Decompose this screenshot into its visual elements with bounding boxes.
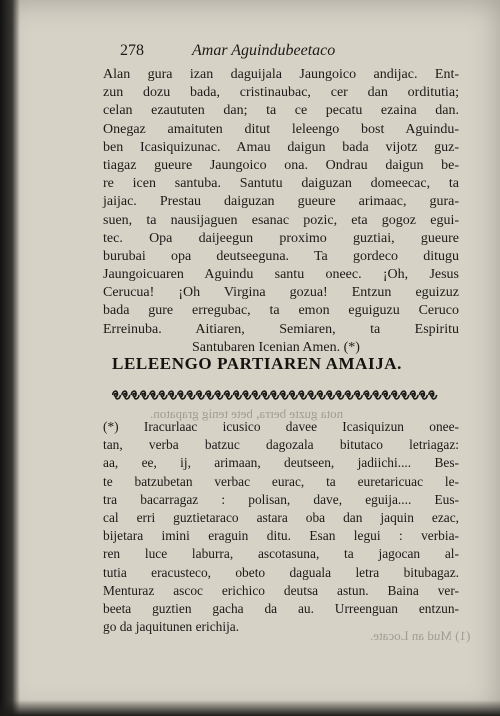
ornament-fleuron	[308, 391, 316, 399]
body-line: re icen santuba. Santutu daiguzan domeecac, ta	[103, 176, 459, 192]
body-line: jaijac. Prestau daiguzan gueure arimaac, gura-	[103, 194, 459, 210]
footnote-line: beeta guztien gacha da au. Urreenguan entzun-	[103, 600, 459, 616]
ornament-fleuron	[122, 391, 130, 399]
ornament-fleuron	[336, 391, 344, 399]
ornament-fleuron	[243, 391, 251, 399]
ornament-fleuron	[150, 391, 158, 399]
ornament-fleuron	[299, 391, 307, 399]
ornament-fleuron	[429, 391, 437, 399]
ornament-fleuron	[113, 391, 121, 399]
ornament-fleuron	[215, 391, 223, 399]
ornament-fleuron	[364, 391, 372, 399]
body-line: burubai opa deutseeguna. Ta gordeco ditugu	[103, 248, 459, 264]
ornament-fleuron	[317, 391, 325, 399]
ornament-fleuron	[419, 391, 427, 399]
body-text	[103, 66, 459, 357]
ornament-fleuron	[233, 391, 241, 399]
ornament-fleuron	[187, 391, 195, 399]
footnote-line: (*) Iracurlaac icusico davee Icasiquizun onee-	[103, 419, 459, 434]
ornament-fleuron	[289, 391, 297, 399]
running-head	[120, 42, 460, 64]
show-through-text-top: nota guzte berra, bete tenig grapaton.	[150, 406, 344, 421]
body-line: Jaungoicuaren Aguindu santu oneec. ¡Oh, Jesus	[103, 267, 459, 283]
body-line: Cerucua! ¡Oh Virgina gozua! Entzun eguizuz	[103, 285, 459, 301]
footnote-line: te batzubetan verbac eurac, ta euretaricuac le-	[103, 473, 459, 489]
body-line: Alan gura izan daguijala Jaungoico andijac. Ent-	[103, 67, 459, 82]
ornament-fleuron	[271, 391, 279, 399]
page-number: 278	[120, 42, 144, 59]
footnote-text	[103, 418, 459, 636]
footnote-line: Menturaz ascoc erichico deutsa astun. Baina ver-	[103, 582, 459, 598]
ornament-fleuron	[382, 391, 390, 399]
ornament-fleuron	[326, 391, 334, 399]
section-title: LELEENGO PARTIAREN AMAIJA.	[112, 354, 403, 373]
footnote-line: bijetara imini eraguin ditu. Esan legui : verbia-	[103, 528, 459, 544]
body-line: suen, ta nausijaguen esanac pozic, eta gogoz egui-	[103, 212, 459, 228]
ornament-fleuron	[345, 391, 353, 399]
ornament-fleuron	[131, 391, 139, 399]
ornament-fleuron	[373, 391, 381, 399]
footnote-line: aa, ee, ij, arimaan, deutseen, jadiichi.... Bes-	[103, 455, 459, 471]
ornament-fleuron	[196, 391, 204, 399]
body-line: bada gure erregubac, ta emon eguiguzu Ceruco	[103, 303, 459, 319]
footnote-line: cal erri guztietaraco astara oba dan jaquin ezac,	[103, 509, 459, 525]
footnote-line: tra bacarragaz : polisan, dave, eguija.... Eus-	[103, 491, 459, 507]
footnote-line: ren luce laburra, ascotasuna, ta jagocan al-	[103, 546, 459, 562]
ornament-fleuron	[280, 391, 288, 399]
page-bottom-shadow	[0, 700, 500, 716]
ornamental-rule	[112, 388, 439, 402]
body-line: ben Icasiquizunac. Amau daigun bada vijotz guz-	[103, 139, 459, 155]
ornament-fleuron	[392, 391, 400, 399]
ornament-fleuron	[401, 391, 409, 399]
ornament-fleuron	[261, 391, 269, 399]
body-line: zun dozu bada, cristinaubac, cer dan orditutia;	[103, 85, 459, 101]
footnote-line-final: go da jaquitunen erichija.	[103, 619, 240, 635]
ornament-fleuron	[206, 391, 214, 399]
ornament-fleuron	[252, 391, 260, 399]
footnote-line: tan, verba batzuc dagozala bitutaco letriagaz:	[103, 437, 459, 453]
ornament-fleuron	[168, 391, 176, 399]
body-line-final: Santubaren Icenian Amen. (*)	[192, 339, 360, 355]
ornament-fleuron	[224, 391, 232, 399]
ornament-fleuron	[410, 391, 418, 399]
footnote-line: tutia eracusteco, obeto daguala letra bitubagaz.	[103, 564, 459, 580]
body-line: Erreinuba. Aitiaren, Semiaren, ta Espiritu	[103, 321, 459, 337]
ornament-fleuron	[354, 391, 362, 399]
ornament-fleuron	[178, 391, 186, 399]
body-line: tec. Opa daijeegun proximo guztiai, gueure	[103, 230, 459, 246]
ornament-fleuron	[140, 391, 148, 399]
body-line: celan ezaututen dan; ta ce pecatu ezaina dan.	[103, 103, 459, 119]
ornament-fleuron	[159, 391, 167, 399]
show-through-text-bottom: (1) Mud an Locate.	[370, 628, 471, 643]
body-line: tiagaz gueure Jaungoico ona. Ondrau daigun be-	[103, 157, 459, 173]
page-gutter-shadow	[0, 0, 20, 716]
body-line: Onegaz amaituten ditut leleengo bost Aguindu-	[103, 121, 459, 137]
running-title: Amar Aguindubeetaco	[192, 42, 336, 59]
